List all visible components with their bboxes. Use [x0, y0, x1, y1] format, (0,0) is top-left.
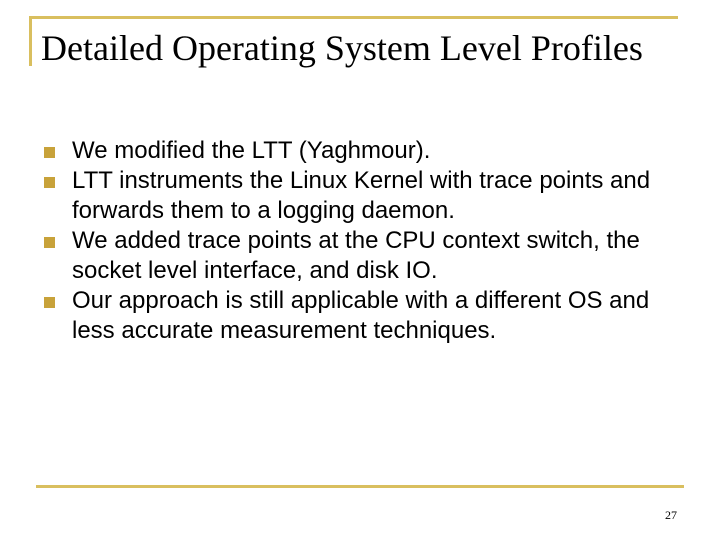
- bullet-list: [44, 136, 684, 346]
- bullet-item: [44, 166, 684, 226]
- title-frame-left-rule: [29, 16, 32, 66]
- square-bullet-icon: [44, 237, 55, 248]
- bullet-item: [44, 286, 684, 346]
- bullet-text: We added trace points at the CPU context switch, the socket level interface, and disk IO.: [72, 227, 640, 284]
- bullet-text: Our approach is still applicable with a different OS and less accurate measurement techniques.: [72, 287, 650, 344]
- bullet-item: [44, 226, 684, 286]
- square-bullet-icon: [44, 147, 55, 158]
- title-frame-top-rule: [29, 16, 678, 19]
- bullet-text: We modified the LTT (Yaghmour).: [72, 137, 431, 164]
- footer-rule: [36, 485, 684, 488]
- page-number: 27: [665, 508, 677, 522]
- square-bullet-icon: [44, 177, 55, 188]
- bullet-text: LTT instruments the Linux Kernel with trace points and forwards them to a logging daemon.: [72, 167, 651, 224]
- bullet-item: [44, 136, 684, 166]
- square-bullet-icon: [44, 297, 55, 308]
- slide-title: Detailed Operating System Level Profiles: [41, 28, 643, 68]
